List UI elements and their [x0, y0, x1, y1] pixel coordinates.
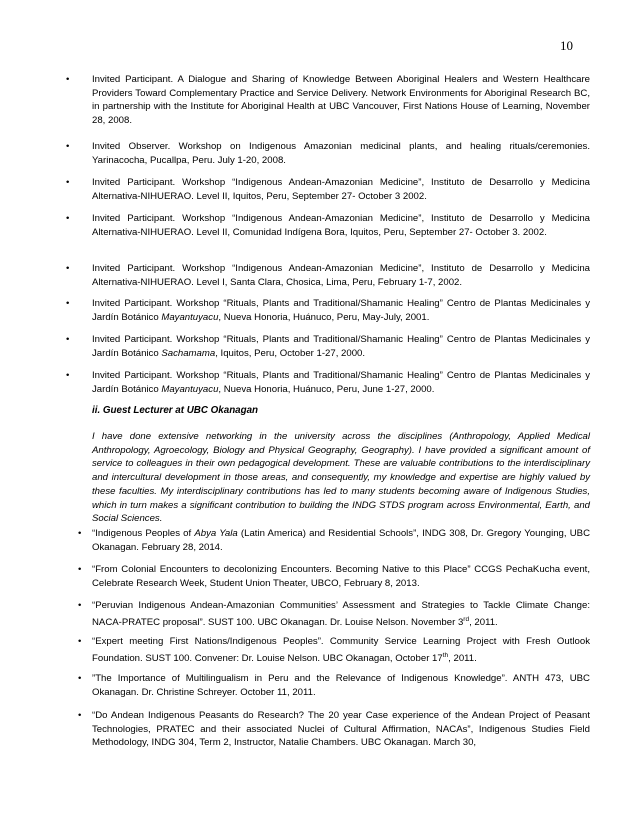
list-item-text-post: , Nueva Honoria, Huánuco, Peru, June 1-27, 2000. [218, 383, 435, 395]
list-item-text-pre: Invited Participant. Workshop “Rituals, Plants and Traditional/Shamanic Healing” Centro de Plantas Medicinales y Jardín Botánico [92, 370, 590, 395]
list-item-text [92, 369, 590, 396]
list-item-text-post: , 2011. [469, 616, 498, 628]
superscript: th [442, 651, 449, 659]
list-item-text [92, 297, 590, 324]
bullet: • [66, 370, 70, 381]
list-item-text-post: , Iquitos, Peru, October 1-27, 2000. [215, 347, 366, 359]
list-item-text [92, 333, 590, 360]
page-number: 10 [560, 38, 573, 53]
bullet: • [78, 600, 82, 611]
list-item-text: “From Colonial Encounters to decolonizing Encounters. Becoming Native to this Place” CCGS PechaKucha event, Celebrate Research Week, Student Union Theater, UBCO, February 8, 2013. [92, 564, 590, 589]
list-item-text-italic: Abya Yala [194, 528, 238, 539]
list-item-text-italic: Mayantuyacu [161, 311, 219, 323]
list-item-text [92, 599, 590, 630]
section-heading: ii. Guest Lecturer at UBC Okanagan [92, 405, 259, 416]
bullet: • [78, 528, 82, 539]
bullet: • [78, 673, 82, 684]
list-item-text: “Do Andean Indigenous Peasants do Research? The 20 year Case experience of the Andean Project of Peasant Technologies, PRATEC and their associated Nuclei of Cultural Affirmation, NACAs”, Indigenous Studies Field Methodology, INDG 304, Term 2, Instructor, Natalie Chambers. UBC Okanagan. March 30, [92, 710, 590, 749]
list-item-text-pre: Invited Participant. Workshop “Rituals, Plants and Traditional/Shamanic Healing” Centro de Plantas Medicinales y Jardín Botánico [92, 334, 590, 359]
bullet: • [66, 263, 70, 274]
bullet: • [66, 334, 70, 345]
list-item-text [92, 527, 590, 554]
section-intro: I have done extensive networking in the university across the disciplines (Anthropology, Applied Medical Anthropology, Agroecology, Biology and Physical Geography, Geography). I have provided a significant amount of service to colleagues in their own pedagogical development. These are valuable contributions to the interdisciplinary and intercultural development in those areas, and consequently, my knowledge and expertise are highly valued by these faculties. My interdisciplinary contributions has led to many students becoming aware of Indigenous Studies, which in turn makes a significant contribution to building the INDG STDS program across Environmental, Earth, and Social Sciences. [92, 431, 590, 525]
list-item-text-post: , 2011. [448, 652, 477, 664]
list-item-text: ”The Importance of Multilingualism in Peru and the Relevance of Indigenous Knowledge”. ANTH 473, UBC Okanagan. Dr. Christine Schreyer. October 11, 2011. [92, 673, 590, 698]
bullet: • [78, 636, 82, 647]
bullet: • [78, 710, 82, 721]
list-item-text: Invited Observer. Workshop on Indigenous Amazonian medicinal plants, and healing rituals/ceremonies. Yarinacocha, Pucallpa, Peru. July 1-20, 2008. [92, 141, 590, 166]
list-item-text-italic: Mayantuyacu [161, 383, 219, 395]
list-item-text [92, 635, 590, 666]
list-item-text-pre: Invited Participant. Workshop “Rituals, Plants and Traditional/Shamanic Healing” Centro de Plantas Medicinales y Jardín Botánico [92, 298, 590, 323]
list-item-text-pre: “Peruvian Indigenous Andean-Amazonian Communities’ Assessment and Strategies to Tackle Climate Change: NACA-PRATEC proposal”. SUST 100. UBC Okanagan. Dr. Louise Nelson. November 3 [92, 600, 590, 628]
list-item-text-italic: Sachamama [161, 347, 216, 359]
bullet: • [78, 564, 82, 575]
list-item-text-pre: “Expert meeting First Nations/Indigenous Peoples”. Community Service Learning Project with Fresh Outlook Foundation. SUST 100. Convener: Dr. Louise Nelson. UBC Okanagan, October 17 [92, 636, 590, 664]
bullet: • [66, 177, 70, 188]
list-item-text: Invited Participant. A Dialogue and Sharing of Knowledge Between Aboriginal Healers and Western Healthcare Providers Toward Complementary Practice and Service Delivery. Network Environments for Aboriginal Research BC, in partnership with the Institute for Aboriginal Health at UBC Vancouver, First Nations House of Learning, November 28, 2008. [92, 74, 590, 127]
list-item-text-pre: “Indigenous Peoples of [92, 528, 195, 539]
list-item-text-post: (Latin America) and Residential Schools”, INDG 308, Dr. Gregory Younging, UBC Okanagan. February 28, 2014. [92, 528, 590, 553]
bullet: • [66, 298, 70, 309]
bullet: • [66, 74, 70, 85]
list-item-text: Invited Participant. Workshop “Indigenous Andean-Amazonian Medicine”, Instituto de Desarrollo y Medicina Alternativa-NIHUERAO. Level I, Santa Clara, Chosica, Lima, Peru, February 1-7, 2002. [92, 263, 590, 288]
superscript: rd [463, 615, 470, 623]
bullet: • [66, 141, 70, 152]
list-item-text-post: , Nueva Honoria, Huánuco, Peru, May-July, 2001. [218, 311, 430, 323]
bullet: • [66, 213, 70, 224]
list-item-text: Invited Participant. Workshop “Indigenous Andean-Amazonian Medicine”, Instituto de Desarrollo y Medicina Alternativa-NIHUERAO. Level II, Comunidad Indígena Bora, Iquitos, Peru, September 27- October 3. 2002. [92, 213, 590, 238]
list-item-text: Invited Participant. Workshop “Indigenous Andean-Amazonian Medicine”, Instituto de Desarrollo y Medicina Alternativa-NIHUERAO. Level II, Iquitos, Peru, September 27- October 3 2002. [92, 177, 590, 202]
